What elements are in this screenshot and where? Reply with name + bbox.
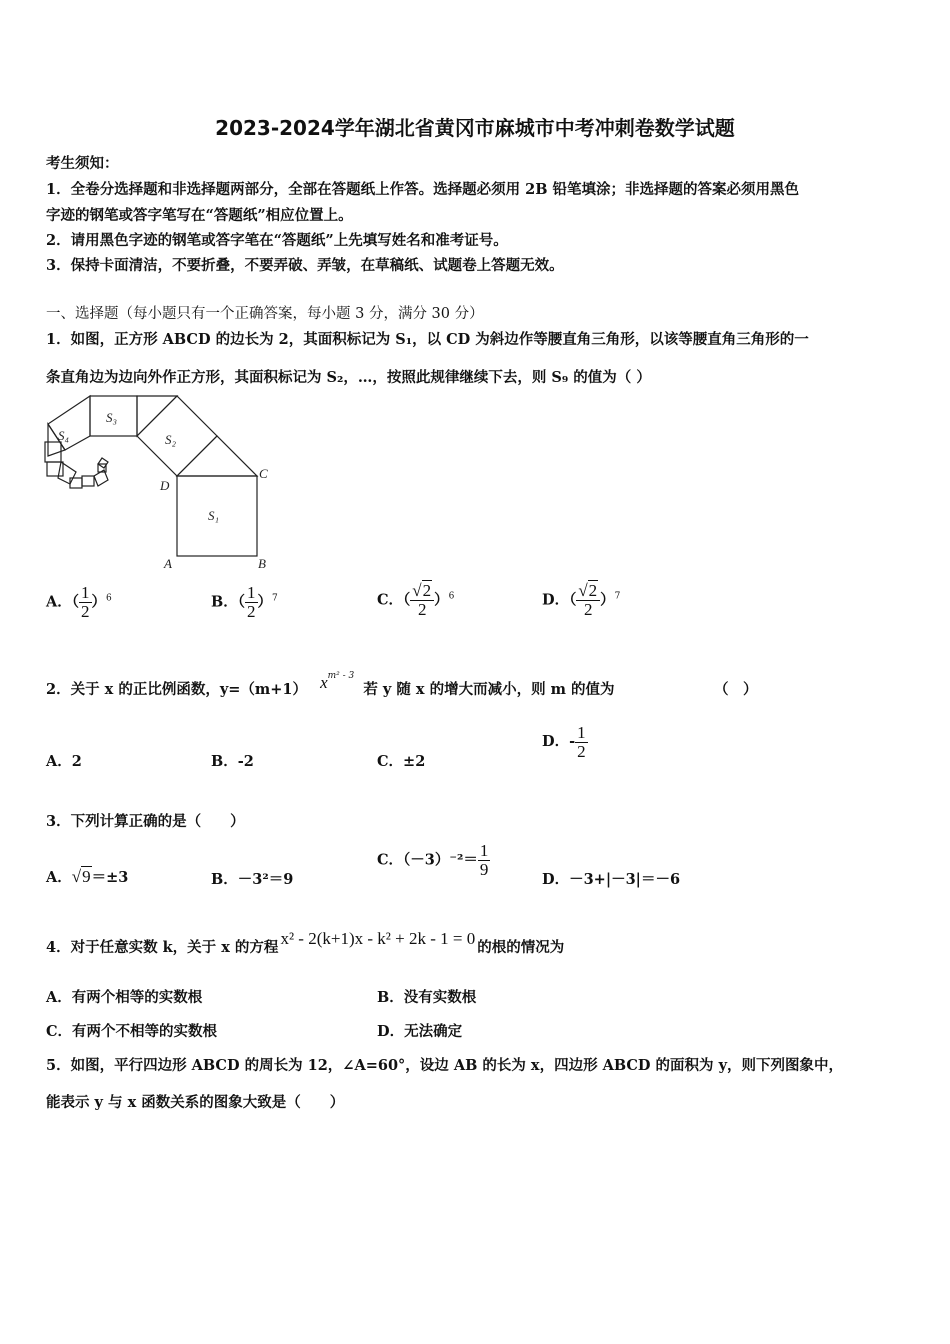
q2-x: x xyxy=(320,673,328,692)
q5-stem-line2: 能表示 y 与 x 函数关系的图象大致是（ ） xyxy=(46,1094,345,1111)
q5-stem-line1: 5．如图，平行四边形 ABCD 的周长为 12，∠A=60°，设边 AB 的长为 x，四边形 ABCD 的面积为 y，则下列图象中， xyxy=(46,1057,844,1074)
q1-option-b[interactable]: B．（ $\frac{1}{2}$ ）$^7$ xyxy=(211,583,278,621)
label-c: C xyxy=(259,466,268,481)
q2-stem: 2．关于 x 的正比例函数，y=（m+1） $x^{m^2 - 3}$ 若 y 随 x 的增大而减小，则 m 的值为 xyxy=(46,671,615,698)
q1-figure xyxy=(40,392,280,574)
page-title: 2023-2024学年湖北省黄冈市麻城市中考冲刺卷数学试题 xyxy=(215,116,735,140)
q1-option-d[interactable]: D．（ $\frac{√2}{2}$ ）$^7$ xyxy=(542,581,621,619)
square-s2 xyxy=(137,396,217,476)
q3-option-b[interactable]: B．－3²＝9 xyxy=(211,871,294,888)
q4-option-a[interactable]: A．有两个相等的实数根 xyxy=(46,989,203,1006)
q3-option-a[interactable]: A．√9＝±3 xyxy=(46,867,129,886)
q2-exponent: m² - 3 xyxy=(327,671,355,682)
q4-option-d[interactable]: D．无法确定 xyxy=(377,1023,463,1040)
q3-stem: 3．下列计算正确的是（ ） xyxy=(46,813,245,830)
q3-option-d[interactable]: D．－3+|－3|＝－6 xyxy=(542,871,681,888)
q2-option-c[interactable]: C．±2 xyxy=(377,753,426,770)
q1-stem-line2: 条直角边为边向外作正方形，其面积标记为 S₂，…，按照此规律继续下去，则 S₉ 的值为（ ） xyxy=(46,369,651,386)
label-s4: S₄ xyxy=(58,428,70,443)
triangle-cd xyxy=(177,436,257,476)
label-b: B xyxy=(258,556,266,571)
notice-item-1a: 1．全卷分选择题和非选择题两部分，全部在答题纸上作答。选择题必须用 2B 铅笔填涂；非选择题的答案必须用黑色 xyxy=(46,181,800,198)
label-s2: S₂ xyxy=(165,432,177,447)
q2-option-d[interactable]: D．- $\frac{1}{2}$ xyxy=(542,723,586,761)
q1-option-c[interactable]: C．（ $\frac{√2}{2}$ ）$^6$ xyxy=(377,581,455,619)
q4-stem: 4．对于任意实数 k，关于 x 的方程 x² - 2(k+1)x - k² + 2k - 1 = 0 的根的情况为 xyxy=(46,929,565,956)
section-heading: 一、选择题（每小题只有一个正确答案，每小题 3 分，满分 30 分） xyxy=(46,306,484,322)
label-s1: S₁ xyxy=(208,508,220,523)
notice-item-2: 2．请用黑色字迹的钢笔或答字笔在“答题纸”上先填写姓名和准考证号。 xyxy=(46,232,508,249)
q3-option-c[interactable]: C．（－3）⁻²＝ $\frac{1}{9}$ xyxy=(377,841,489,879)
triangle-2 xyxy=(137,396,177,436)
notice-item-1b: 字迹的钢笔或答字笔写在“答题纸”相应位置上。 xyxy=(46,207,353,224)
q2-option-b[interactable]: B．-2 xyxy=(211,753,254,770)
q1-option-a[interactable]: A．（ $\frac{1}{2}$ ）$^6$ xyxy=(46,583,112,621)
q4-option-b[interactable]: B．没有实数根 xyxy=(377,989,477,1006)
q2-answer-paren: （ ） xyxy=(714,681,758,698)
q1-stem-line1: 1．如图，正方形 ABCD 的边长为 2，其面积标记为 S₁，以 CD 为斜边作等腰直角三角形，以该等腰直角三角形的一 xyxy=(46,331,809,348)
q2-option-a[interactable]: A．2 xyxy=(46,753,82,770)
notice-heading: 考生须知： xyxy=(46,155,119,172)
label-s3: S₃ xyxy=(106,410,118,425)
q4-option-c[interactable]: C．有两个不相等的实数根 xyxy=(46,1023,218,1040)
notice-item-3: 3．保持卡面清洁，不要折叠，不要弄破、弄皱，在草稿纸、试题卷上答题无效。 xyxy=(46,257,564,274)
label-d: D xyxy=(160,478,170,493)
label-a: A xyxy=(164,556,172,571)
q4-equation: x² - 2(k+1)x - k² + 2k - 1 = 0 xyxy=(280,929,476,948)
